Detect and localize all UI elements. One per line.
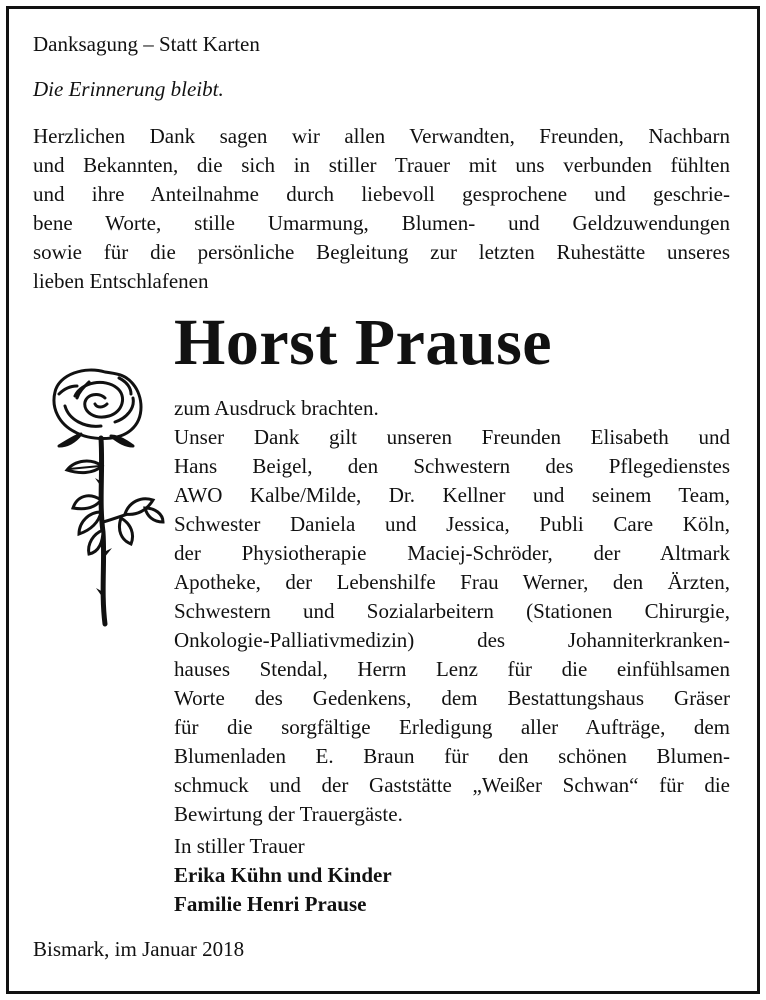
place-date: Bismark, im Januar 2018 [33,937,245,961]
intro-paragraph [33,122,730,296]
signature-intro: In stiller Trauer [174,834,305,858]
thanks-line: Schwestern und Sozialarbeitern (Stationen Chirurgie, [174,599,730,623]
thanks-line: Onkologie-Palliativmedizin) des Johanniterkranken- [174,628,730,652]
thanks-line: zum Ausdruck brachten. [174,396,379,420]
thanks-line: schmuck und der Gaststätte „Weißer Schwan“ für die [174,773,730,797]
motto-line: Die Erinnerung bleibt. [33,77,224,101]
thanks-line: Hans Beigel, den Schwestern des Pflegedienstes [174,454,730,478]
signature-family-kuehn: Erika Kühn und Kinder [174,863,392,887]
thanks-line: hauses Stendal, Herrn Lenz für die einfühlsamen [174,657,730,681]
thanks-line: Apotheke, der Lebenshilfe Frau Werner, den Ärzten, [174,570,730,594]
intro-line: und Bekannten, die sich in stiller Trauer mit uns verbunden fühlten [33,153,730,177]
intro-line: bene Worte, stille Umarmung, Blumen- und Geldzuwendungen [33,211,730,235]
intro-line: Herzlichen Dank sagen wir allen Verwandten, Freunden, Nachbarn [33,124,730,148]
rose-icon [45,362,165,632]
thanks-line: AWO Kalbe/Milde, Dr. Kellner und seinem Team, [174,483,730,507]
notice-heading: Danksagung – Statt Karten [33,32,260,56]
signature-family-prause: Familie Henri Prause [174,892,367,916]
thanks-line: Schwester Daniela und Jessica, Publi Care Köln, [174,512,730,536]
intro-line: sowie für die persönliche Begleitung zur letzten Ruhestätte unseres [33,240,730,264]
intro-line: lieben Entschlafenen [33,269,209,293]
deceased-name: Horst Prause [174,306,553,379]
intro-line: und ihre Anteilnahme durch liebevoll gesprochene und geschrie- [33,182,730,206]
thanks-line: der Physiotherapie Maciej-Schröder, der Altmark [174,541,730,565]
thanks-line: Worte des Gedenkens, dem Bestattungshaus Gräser [174,686,730,710]
thanks-line: Bewirtung der Trauergäste. [174,802,403,826]
thanks-line: für die sorgfältige Erledigung aller Aufträge, dem [174,715,730,739]
thanks-paragraph [174,394,730,829]
thanks-line: Unser Dank gilt unseren Freunden Elisabeth und [174,425,730,449]
thanks-line: Blumenladen E. Braun für den schönen Blumen- [174,744,730,768]
